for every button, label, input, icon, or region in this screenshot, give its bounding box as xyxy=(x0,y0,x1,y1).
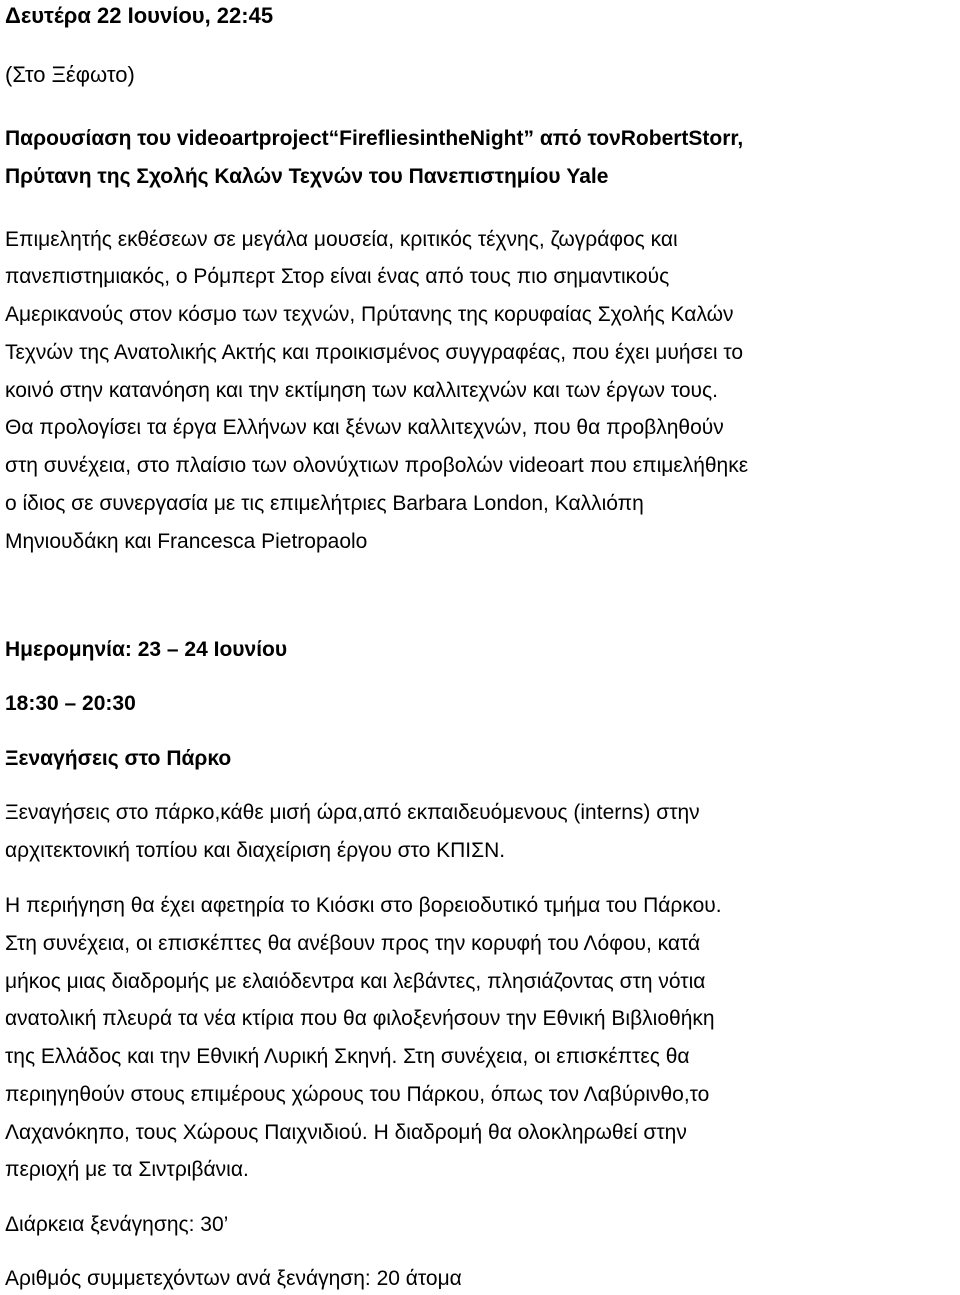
event-description-line: κοινό στην κατανόηση και την εκτίμηση των καλλιτεχνών και των έργων τους. xyxy=(5,379,718,402)
event-description-line: Επιμελητής εκθέσεων σε μεγάλα μουσεία, κριτικός τέχνης, ζωγράφος και xyxy=(5,228,678,251)
event-route-line: περιοχή με τα Σιντριβάνια. xyxy=(5,1158,249,1181)
event-description-line: Αμερικανούς στον κόσμο των τεχνών, Πρύτανης της κορυφαίας Σχολής Καλών xyxy=(5,303,734,326)
event-title-line-2: Πρύτανη της Σχολής Καλών Τεχνών του Πανεπιστημίου Yale xyxy=(5,165,609,188)
event-description-line: ο ίδιος σε συνεργασία με τις επιμελήτριες Barbara London, Καλλιόπη xyxy=(5,492,644,515)
event-route-line: περιηγηθούν στους επιμέρους χώρους του Πάρκου, όπως τον Λαβύρινθο,το xyxy=(5,1083,710,1106)
event-datetime: Δευτέρα 22 Ιουνίου, 22:45 xyxy=(5,3,274,28)
event-duration: Διάρκεια ξενάγησης: 30’ xyxy=(5,1213,229,1236)
event-description-line: Θα προλογίσει τα έργα Ελλήνων και ξένων καλλιτεχνών, που θα προβληθούν xyxy=(5,416,724,439)
event-intro-line: Ξεναγήσεις στο πάρκο,κάθε μισή ώρα,από εκπαιδευόμενους (interns) στην xyxy=(5,801,700,824)
event-route-line: της Ελλάδος και την Εθνική Λυρική Σκηνή. Στη συνέχεια, οι επισκέπτες θα xyxy=(5,1045,690,1068)
event-intro-line: αρχιτεκτονική τοπίου και διαχείριση έργου στο ΚΠΙΣΝ. xyxy=(5,839,506,862)
event-route-line: μήκος μιας διαδρομής με ελαιόδεντρα και λεβάντες, πλησιάζοντας στη νότια xyxy=(5,970,706,993)
event-route-line: ανατολική πλευρά τα νέα κτίρια που θα φιλοξενήσουν την Εθνική Βιβλιοθήκη xyxy=(5,1007,715,1030)
event-route-line: Στη συνέχεια, οι επισκέπτες θα ανέβουν προς την κορυφή του Λόφου, κατά xyxy=(5,932,701,955)
event-location: (Στο Ξέφωτο) xyxy=(5,62,135,87)
event-participants: Αριθμός συμμετεχόντων ανά ξενάγηση: 20 άτομα xyxy=(5,1267,462,1290)
event-route-line: Λαχανόκηπο, τους Χώρους Παιχνιδιού. Η διαδρομή θα ολοκληρωθεί στην xyxy=(5,1121,687,1144)
event-description-line: στη συνέχεια, στο πλαίσιο των ολονύχτιων προβολών videoart που επιμελήθηκε xyxy=(5,454,749,477)
event-description-line: Μηνιουδάκη και Francesca Pietropaolo xyxy=(5,530,368,553)
event-date: Ημερομηνία: 23 – 24 Ιουνίου xyxy=(5,638,288,661)
event-tour-title: Ξεναγήσεις στο Πάρκο xyxy=(5,747,232,770)
event-title-line-1: Παρουσίαση του videoartproject“FirefliesintheNight” από τονRobertStorr, xyxy=(5,127,744,150)
event-time: 18:30 – 20:30 xyxy=(5,692,136,715)
event-route-line: Η περιήγηση θα έχει αφετηρία το Κιόσκι στο βορειοδυτικό τμήμα του Πάρκου. xyxy=(5,894,722,917)
event-description-line: πανεπιστημιακός, ο Ρόμπερτ Στορ είναι ένας από τους πιο σημαντικούς xyxy=(5,265,670,288)
event-description-line: Τεχνών της Ανατολικής Ακτής και προικισμένος συγγραφέας, που έχει μυήσει το xyxy=(5,341,744,364)
